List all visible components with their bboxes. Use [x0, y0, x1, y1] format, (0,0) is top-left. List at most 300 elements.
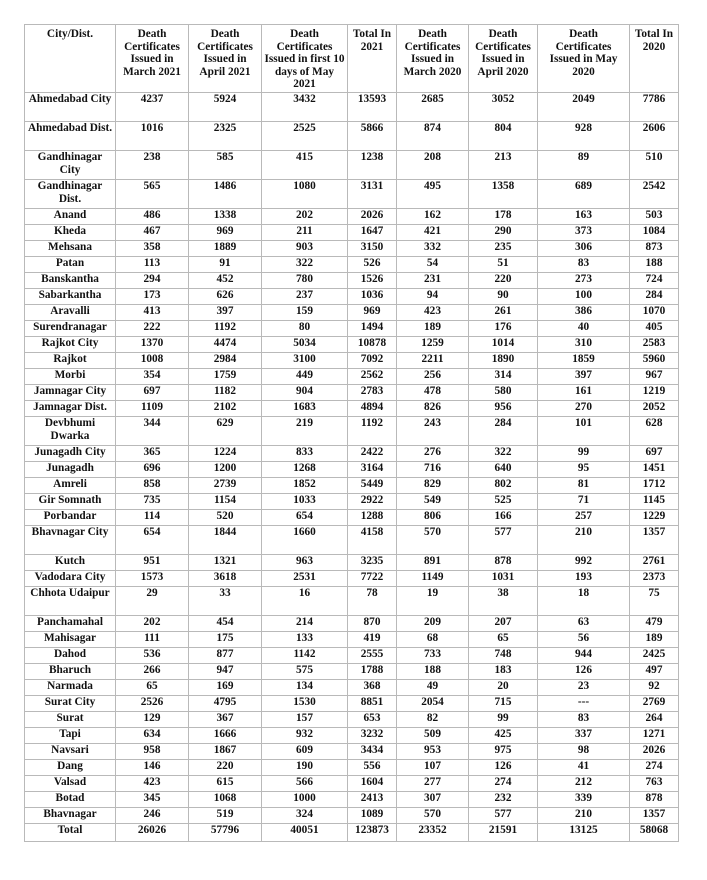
- table-cell: 284: [630, 289, 679, 305]
- table-cell: 724: [630, 273, 679, 289]
- table-cell: 1604: [348, 776, 397, 792]
- table-cell: 1889: [189, 241, 262, 257]
- table-body: [25, 93, 679, 842]
- table-cell: 449: [262, 369, 348, 385]
- table-cell: 397: [538, 369, 630, 385]
- row-label: Junagadh City: [25, 446, 116, 462]
- table-cell: 904: [262, 385, 348, 401]
- table-cell: 2026: [630, 744, 679, 760]
- table-cell: 689: [538, 180, 630, 209]
- table-cell: 101: [538, 417, 630, 446]
- table-row: [25, 696, 679, 712]
- table-cell: 956: [469, 401, 538, 417]
- table-cell: 1486: [189, 180, 262, 209]
- table-cell: 2783: [348, 385, 397, 401]
- table-cell: 146: [116, 760, 189, 776]
- table-cell: 13593: [348, 93, 397, 122]
- row-label: Mehsana: [25, 241, 116, 257]
- table-cell: 958: [116, 744, 189, 760]
- row-label: Dang: [25, 760, 116, 776]
- table-cell: 4795: [189, 696, 262, 712]
- table-cell: 2049: [538, 93, 630, 122]
- table-cell: 2052: [630, 401, 679, 417]
- table-cell: 419: [348, 632, 397, 648]
- table-cell: 261: [469, 305, 538, 321]
- table-cell: 175: [189, 632, 262, 648]
- table-cell: 68: [397, 632, 469, 648]
- table-cell: 5449: [348, 478, 397, 494]
- table-row: [25, 417, 679, 446]
- table-cell: 90: [469, 289, 538, 305]
- table-cell: 63: [538, 616, 630, 632]
- table-cell: 1451: [630, 462, 679, 478]
- table-cell: 733: [397, 648, 469, 664]
- table-cell: 339: [538, 792, 630, 808]
- table-cell: 829: [397, 478, 469, 494]
- table-cell: 629: [189, 417, 262, 446]
- table-cell: 246: [116, 808, 189, 824]
- table-cell: 928: [538, 122, 630, 151]
- table-row: [25, 257, 679, 273]
- table-cell: 1080: [262, 180, 348, 209]
- column-header: Death Certificates Issued in March 2021: [116, 25, 189, 93]
- table-cell: 2984: [189, 353, 262, 369]
- table-cell: 7786: [630, 93, 679, 122]
- table-cell: 878: [469, 555, 538, 571]
- table-cell: 322: [469, 446, 538, 462]
- total-cell: 21591: [469, 824, 538, 842]
- table-cell: 8851: [348, 696, 397, 712]
- table-cell: 314: [469, 369, 538, 385]
- row-label: Aravalli: [25, 305, 116, 321]
- table-cell: 1494: [348, 321, 397, 337]
- header-row: [25, 25, 679, 93]
- table-cell: 7092: [348, 353, 397, 369]
- table-cell: 1271: [630, 728, 679, 744]
- table-cell: 270: [538, 401, 630, 417]
- table-cell: 23: [538, 680, 630, 696]
- table-cell: 870: [348, 616, 397, 632]
- table-cell: 452: [189, 273, 262, 289]
- row-label: Chhota Udaipur: [25, 587, 116, 616]
- table-cell: 113: [116, 257, 189, 273]
- table-cell: 294: [116, 273, 189, 289]
- table-cell: 54: [397, 257, 469, 273]
- table-row: [25, 401, 679, 417]
- table-cell: 716: [397, 462, 469, 478]
- table-cell: 1852: [262, 478, 348, 494]
- column-header: Death Certificates Issued in May 2020: [538, 25, 630, 93]
- table-cell: 3432: [262, 93, 348, 122]
- table-cell: 969: [189, 225, 262, 241]
- table-cell: 99: [469, 712, 538, 728]
- row-label: Jamnagar Dist.: [25, 401, 116, 417]
- table-cell: 4237: [116, 93, 189, 122]
- table-cell: 1844: [189, 526, 262, 555]
- table-row: [25, 122, 679, 151]
- table-cell: 525: [469, 494, 538, 510]
- table-cell: 243: [397, 417, 469, 446]
- table-cell: 1683: [262, 401, 348, 417]
- row-label: Patan: [25, 257, 116, 273]
- table-cell: 1526: [348, 273, 397, 289]
- table-cell: 89: [538, 151, 630, 180]
- table-cell: 3618: [189, 571, 262, 587]
- table-row: [25, 151, 679, 180]
- table-cell: 274: [630, 760, 679, 776]
- total-cell: 13125: [538, 824, 630, 842]
- table-cell: 114: [116, 510, 189, 526]
- table-cell: 344: [116, 417, 189, 446]
- table-cell: 19: [397, 587, 469, 616]
- table-cell: 1224: [189, 446, 262, 462]
- table-cell: 654: [262, 510, 348, 526]
- table-cell: 273: [538, 273, 630, 289]
- table-cell: 188: [630, 257, 679, 273]
- table-row: [25, 555, 679, 571]
- table-cell: 129: [116, 712, 189, 728]
- table-cell: 220: [469, 273, 538, 289]
- table-row: [25, 571, 679, 587]
- table-cell: 748: [469, 648, 538, 664]
- row-label: Vadodara City: [25, 571, 116, 587]
- table-cell: 1008: [116, 353, 189, 369]
- table-cell: 107: [397, 760, 469, 776]
- table-cell: 324: [262, 808, 348, 824]
- table-cell: 423: [397, 305, 469, 321]
- row-label: Narmada: [25, 680, 116, 696]
- table-cell: 322: [262, 257, 348, 273]
- table-cell: 1142: [262, 648, 348, 664]
- table-cell: 134: [262, 680, 348, 696]
- table-row: [25, 760, 679, 776]
- table-cell: 82: [397, 712, 469, 728]
- table-cell: 951: [116, 555, 189, 571]
- table-row: [25, 462, 679, 478]
- table-cell: 609: [262, 744, 348, 760]
- table-cell: 276: [397, 446, 469, 462]
- table-cell: ---: [538, 696, 630, 712]
- table-row: [25, 446, 679, 462]
- table-row: [25, 616, 679, 632]
- table-cell: 264: [630, 712, 679, 728]
- table-cell: 214: [262, 616, 348, 632]
- row-label: Bhavnagar: [25, 808, 116, 824]
- row-label: Bharuch: [25, 664, 116, 680]
- table-row: [25, 241, 679, 257]
- table-row: [25, 526, 679, 555]
- table-cell: 577: [469, 808, 538, 824]
- table-cell: 368: [348, 680, 397, 696]
- table-cell: 874: [397, 122, 469, 151]
- table-cell: 211: [262, 225, 348, 241]
- table-row: [25, 93, 679, 122]
- table-cell: 256: [397, 369, 469, 385]
- table-cell: 202: [262, 209, 348, 225]
- table-cell: 1867: [189, 744, 262, 760]
- row-label: Navsari: [25, 744, 116, 760]
- table-cell: 111: [116, 632, 189, 648]
- table-cell: 367: [189, 712, 262, 728]
- table-cell: 5924: [189, 93, 262, 122]
- table-cell: 38: [469, 587, 538, 616]
- table-row: [25, 385, 679, 401]
- table-cell: 1238: [348, 151, 397, 180]
- table-cell: 425: [469, 728, 538, 744]
- row-label: Valsad: [25, 776, 116, 792]
- table-cell: 210: [538, 526, 630, 555]
- table-row: [25, 776, 679, 792]
- table-cell: 133: [262, 632, 348, 648]
- column-header: Death Certificates Issued in April 2021: [189, 25, 262, 93]
- table-cell: 556: [348, 760, 397, 776]
- table-cell: 1014: [469, 337, 538, 353]
- table-cell: 169: [189, 680, 262, 696]
- column-header: Total In 2020: [630, 25, 679, 93]
- table-cell: 1145: [630, 494, 679, 510]
- table-cell: 91: [189, 257, 262, 273]
- table-row: [25, 225, 679, 241]
- table-cell: 235: [469, 241, 538, 257]
- table-cell: 5960: [630, 353, 679, 369]
- row-label: Ahmedabad Dist.: [25, 122, 116, 151]
- table-cell: 479: [630, 616, 679, 632]
- table-row: [25, 744, 679, 760]
- table-cell: 1859: [538, 353, 630, 369]
- table-cell: 3434: [348, 744, 397, 760]
- table-cell: 878: [630, 792, 679, 808]
- table-cell: 903: [262, 241, 348, 257]
- table-cell: 454: [189, 616, 262, 632]
- total-cell: 40051: [262, 824, 348, 842]
- table-cell: 1182: [189, 385, 262, 401]
- table-cell: 1288: [348, 510, 397, 526]
- row-label: Anand: [25, 209, 116, 225]
- table-cell: 953: [397, 744, 469, 760]
- row-label: Gir Somnath: [25, 494, 116, 510]
- row-label: Tapi: [25, 728, 116, 744]
- table-cell: 1370: [116, 337, 189, 353]
- table-row: [25, 587, 679, 616]
- table-cell: 81: [538, 478, 630, 494]
- table-cell: 1084: [630, 225, 679, 241]
- table-cell: 1530: [262, 696, 348, 712]
- column-header-city: City/Dist.: [25, 25, 116, 93]
- table-cell: 83: [538, 257, 630, 273]
- row-label: Porbandar: [25, 510, 116, 526]
- total-cell: 57796: [189, 824, 262, 842]
- table-row: [25, 632, 679, 648]
- table-cell: 266: [116, 664, 189, 680]
- table-cell: 4894: [348, 401, 397, 417]
- table-cell: 1573: [116, 571, 189, 587]
- table-cell: 173: [116, 289, 189, 305]
- table-cell: 284: [469, 417, 538, 446]
- table-cell: 405: [630, 321, 679, 337]
- row-label: Surendranagar: [25, 321, 116, 337]
- table-cell: 858: [116, 478, 189, 494]
- table-cell: 963: [262, 555, 348, 571]
- table-cell: 231: [397, 273, 469, 289]
- table-row: [25, 792, 679, 808]
- table-cell: 967: [630, 369, 679, 385]
- table-cell: 1357: [630, 808, 679, 824]
- table-cell: 947: [189, 664, 262, 680]
- table-cell: 3164: [348, 462, 397, 478]
- row-label: Banskantha: [25, 273, 116, 289]
- table-cell: 478: [397, 385, 469, 401]
- table-cell: 208: [397, 151, 469, 180]
- table-cell: 735: [116, 494, 189, 510]
- table-cell: 497: [630, 664, 679, 680]
- table-row: [25, 180, 679, 209]
- table-row: [25, 712, 679, 728]
- column-header: Death Certificates Issued in April 2020: [469, 25, 538, 93]
- table-cell: 969: [348, 305, 397, 321]
- table-cell: 1089: [348, 808, 397, 824]
- table-cell: 161: [538, 385, 630, 401]
- table-cell: 2583: [630, 337, 679, 353]
- table-cell: 337: [538, 728, 630, 744]
- table-cell: 237: [262, 289, 348, 305]
- table-cell: 202: [116, 616, 189, 632]
- table-cell: 509: [397, 728, 469, 744]
- table-cell: 992: [538, 555, 630, 571]
- table-cell: 1031: [469, 571, 538, 587]
- table-cell: 570: [397, 526, 469, 555]
- table-cell: 210: [538, 808, 630, 824]
- row-label: Kheda: [25, 225, 116, 241]
- table-cell: 10878: [348, 337, 397, 353]
- table-cell: 2425: [630, 648, 679, 664]
- table-cell: 2054: [397, 696, 469, 712]
- table-cell: 1660: [262, 526, 348, 555]
- table-cell: 183: [469, 664, 538, 680]
- table-cell: 565: [116, 180, 189, 209]
- table-row: [25, 289, 679, 305]
- table-row: [25, 728, 679, 744]
- table-cell: 2769: [630, 696, 679, 712]
- table-cell: 891: [397, 555, 469, 571]
- column-header: Death Certificates Issued in March 2020: [397, 25, 469, 93]
- table-cell: 1666: [189, 728, 262, 744]
- table-cell: 577: [469, 526, 538, 555]
- table-row: [25, 209, 679, 225]
- table-cell: 3232: [348, 728, 397, 744]
- table-cell: 697: [116, 385, 189, 401]
- table-cell: 274: [469, 776, 538, 792]
- table-row: [25, 510, 679, 526]
- table-cell: 653: [348, 712, 397, 728]
- row-label: Surat: [25, 712, 116, 728]
- table-cell: 634: [116, 728, 189, 744]
- table-row: [25, 664, 679, 680]
- table-row: [25, 273, 679, 289]
- table-cell: 307: [397, 792, 469, 808]
- table-cell: 2555: [348, 648, 397, 664]
- table-cell: 1890: [469, 353, 538, 369]
- table-cell: 1000: [262, 792, 348, 808]
- table-cell: 65: [116, 680, 189, 696]
- table-cell: 277: [397, 776, 469, 792]
- table-cell: 1192: [189, 321, 262, 337]
- total-label: Total: [25, 824, 116, 842]
- table-cell: 126: [538, 664, 630, 680]
- table-cell: 397: [189, 305, 262, 321]
- row-label: Devbhumi Dwarka: [25, 417, 116, 446]
- table-cell: 157: [262, 712, 348, 728]
- table-cell: 1321: [189, 555, 262, 571]
- table-cell: 212: [538, 776, 630, 792]
- table-row: [25, 321, 679, 337]
- row-label: Dahod: [25, 648, 116, 664]
- table-cell: 2761: [630, 555, 679, 571]
- table-cell: 18: [538, 587, 630, 616]
- table-cell: 49: [397, 680, 469, 696]
- table-cell: 222: [116, 321, 189, 337]
- table-cell: 2026: [348, 209, 397, 225]
- table-cell: 232: [469, 792, 538, 808]
- table-cell: 40: [538, 321, 630, 337]
- table-cell: 71: [538, 494, 630, 510]
- table-cell: 1109: [116, 401, 189, 417]
- table-cell: 209: [397, 616, 469, 632]
- table-cell: 615: [189, 776, 262, 792]
- table-cell: 213: [469, 151, 538, 180]
- table-cell: 219: [262, 417, 348, 446]
- table-cell: 806: [397, 510, 469, 526]
- table-cell: 575: [262, 664, 348, 680]
- table-cell: 1192: [348, 417, 397, 446]
- table-cell: 585: [189, 151, 262, 180]
- table-cell: 78: [348, 587, 397, 616]
- table-cell: 580: [469, 385, 538, 401]
- table-cell: 80: [262, 321, 348, 337]
- table-row: [25, 808, 679, 824]
- total-row: [25, 824, 679, 842]
- table-row: [25, 680, 679, 696]
- table-cell: 2325: [189, 122, 262, 151]
- table-cell: 1647: [348, 225, 397, 241]
- table-row: [25, 337, 679, 353]
- total-cell: 123873: [348, 824, 397, 842]
- table-cell: 833: [262, 446, 348, 462]
- table-cell: 1357: [630, 526, 679, 555]
- table-cell: 3100: [262, 353, 348, 369]
- table-cell: 162: [397, 209, 469, 225]
- column-header: Total In 2021: [348, 25, 397, 93]
- death-certificates-table: [24, 24, 679, 842]
- table-cell: 4474: [189, 337, 262, 353]
- table-cell: 1229: [630, 510, 679, 526]
- table-cell: 1219: [630, 385, 679, 401]
- table-cell: 189: [630, 632, 679, 648]
- table-row: [25, 353, 679, 369]
- table-cell: 1149: [397, 571, 469, 587]
- table-cell: 188: [397, 664, 469, 680]
- row-label: Bhavnagar City: [25, 526, 116, 555]
- table-cell: 100: [538, 289, 630, 305]
- table-cell: 1712: [630, 478, 679, 494]
- table-cell: 5866: [348, 122, 397, 151]
- table-cell: 486: [116, 209, 189, 225]
- total-cell: 58068: [630, 824, 679, 842]
- table-row: [25, 478, 679, 494]
- row-label: Ahmedabad City: [25, 93, 116, 122]
- table-cell: 697: [630, 446, 679, 462]
- table-cell: 873: [630, 241, 679, 257]
- table-cell: 257: [538, 510, 630, 526]
